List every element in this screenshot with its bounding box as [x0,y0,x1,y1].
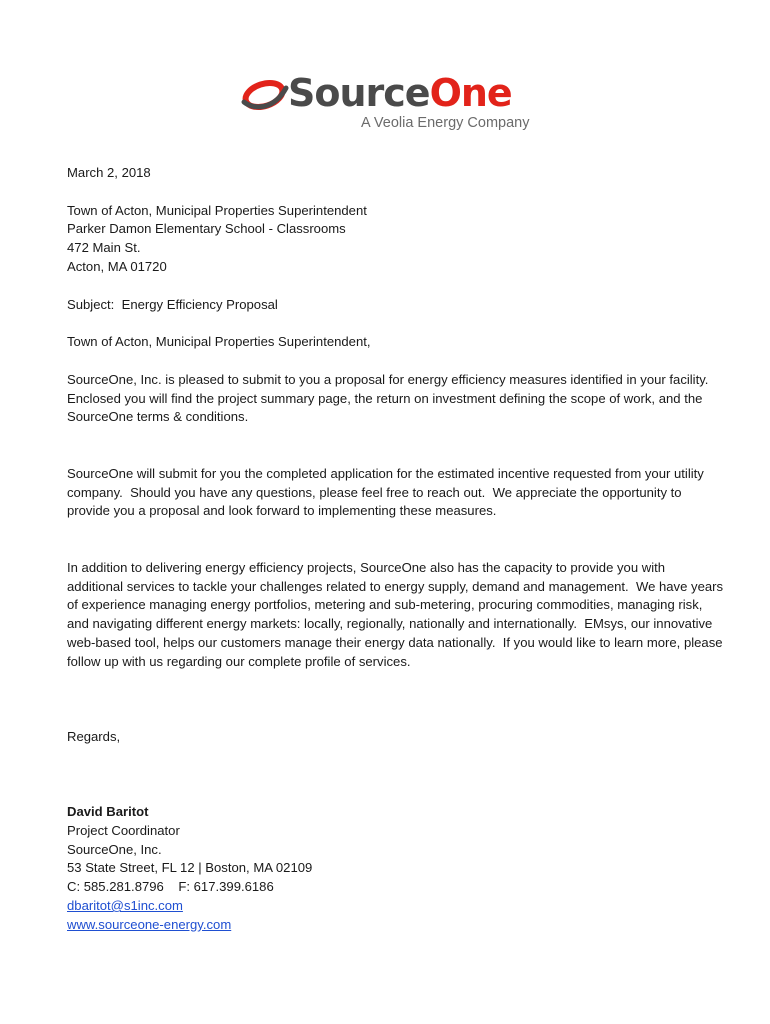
signer-address: 53 State Street, FL 12 | Boston, MA 02109 [67,860,313,876]
paragraph-intro [67,371,717,427]
signer-phones: C: 585.281.8796 F: 617.399.6186 [67,879,274,895]
logo-word-one: One [429,71,512,115]
recipient-address [67,202,717,277]
sourceone-logo [240,68,550,136]
paragraph-line: Enclosed you will find the project summary page, the return on investment defining the scope of work, and the [67,390,703,406]
salutation: Town of Acton, Municipal Properties Superintendent, [67,334,371,350]
email-link[interactable]: dbaritot@s1inc.com [67,898,183,914]
logo-word-source: Source [288,71,430,115]
paragraph-line: additional services to tackle your challenges related to energy supply, demand and management. We have years [67,578,724,594]
paragraph-application [67,465,717,521]
paragraph-line: company. Should you have any questions, please feel free to reach out. We appreciate the opportunity to [67,484,682,500]
paragraph-line: web-based tool, helps our customers manage their energy data nationally. If you would like to learn more, please [67,634,723,650]
logo-wordmark [288,68,512,118]
paragraph-line: of experience managing energy portfolios, metering and sub-metering, procuring commodities, managing risk, [67,597,703,613]
paragraph-line: SourceOne, Inc. is pleased to submit to you a proposal for energy efficiency measures identified in your facility. [67,371,709,387]
signer-title: Project Coordinator [67,822,180,838]
closing: Regards, [67,728,121,744]
logo-tagline: A Veolia Energy Company [361,115,530,131]
paragraph-line: follow up with us regarding our complete profile of services. [67,653,411,669]
address-line: Acton, MA 01720 [67,258,167,274]
website-link[interactable]: www.sourceone-energy.com [67,916,232,932]
address-line: Parker Damon Elementary School - Classrooms [67,221,346,237]
address-line: Town of Acton, Municipal Properties Superintendent [67,202,367,218]
letter-body [67,164,724,935]
paragraph-line: and navigating different energy markets: locally, regionally, nationally and internationally. EMsys, our innovative [67,616,713,632]
paragraph-services [67,559,724,672]
subject-line: Subject: Energy Efficiency Proposal [67,296,278,312]
letter-date: March 2, 2018 [67,165,151,180]
signer-company: SourceOne, Inc. [67,841,162,857]
swoosh-ring-icon [240,76,290,112]
paragraph-line: provide you a proposal and look forward to implementing these measures. [67,503,497,519]
paragraph-line: In addition to delivering energy efficiency projects, SourceOne also has the capacity to provide you with [67,559,666,575]
signer-name: David Baritot [67,804,149,820]
paragraph-line: SourceOne terms & conditions. [67,409,249,425]
address-line: 472 Main St. [67,240,141,256]
signature-block [67,803,717,935]
paragraph-line: SourceOne will submit for you the completed application for the estimated incentive requested from your utility [67,465,704,481]
